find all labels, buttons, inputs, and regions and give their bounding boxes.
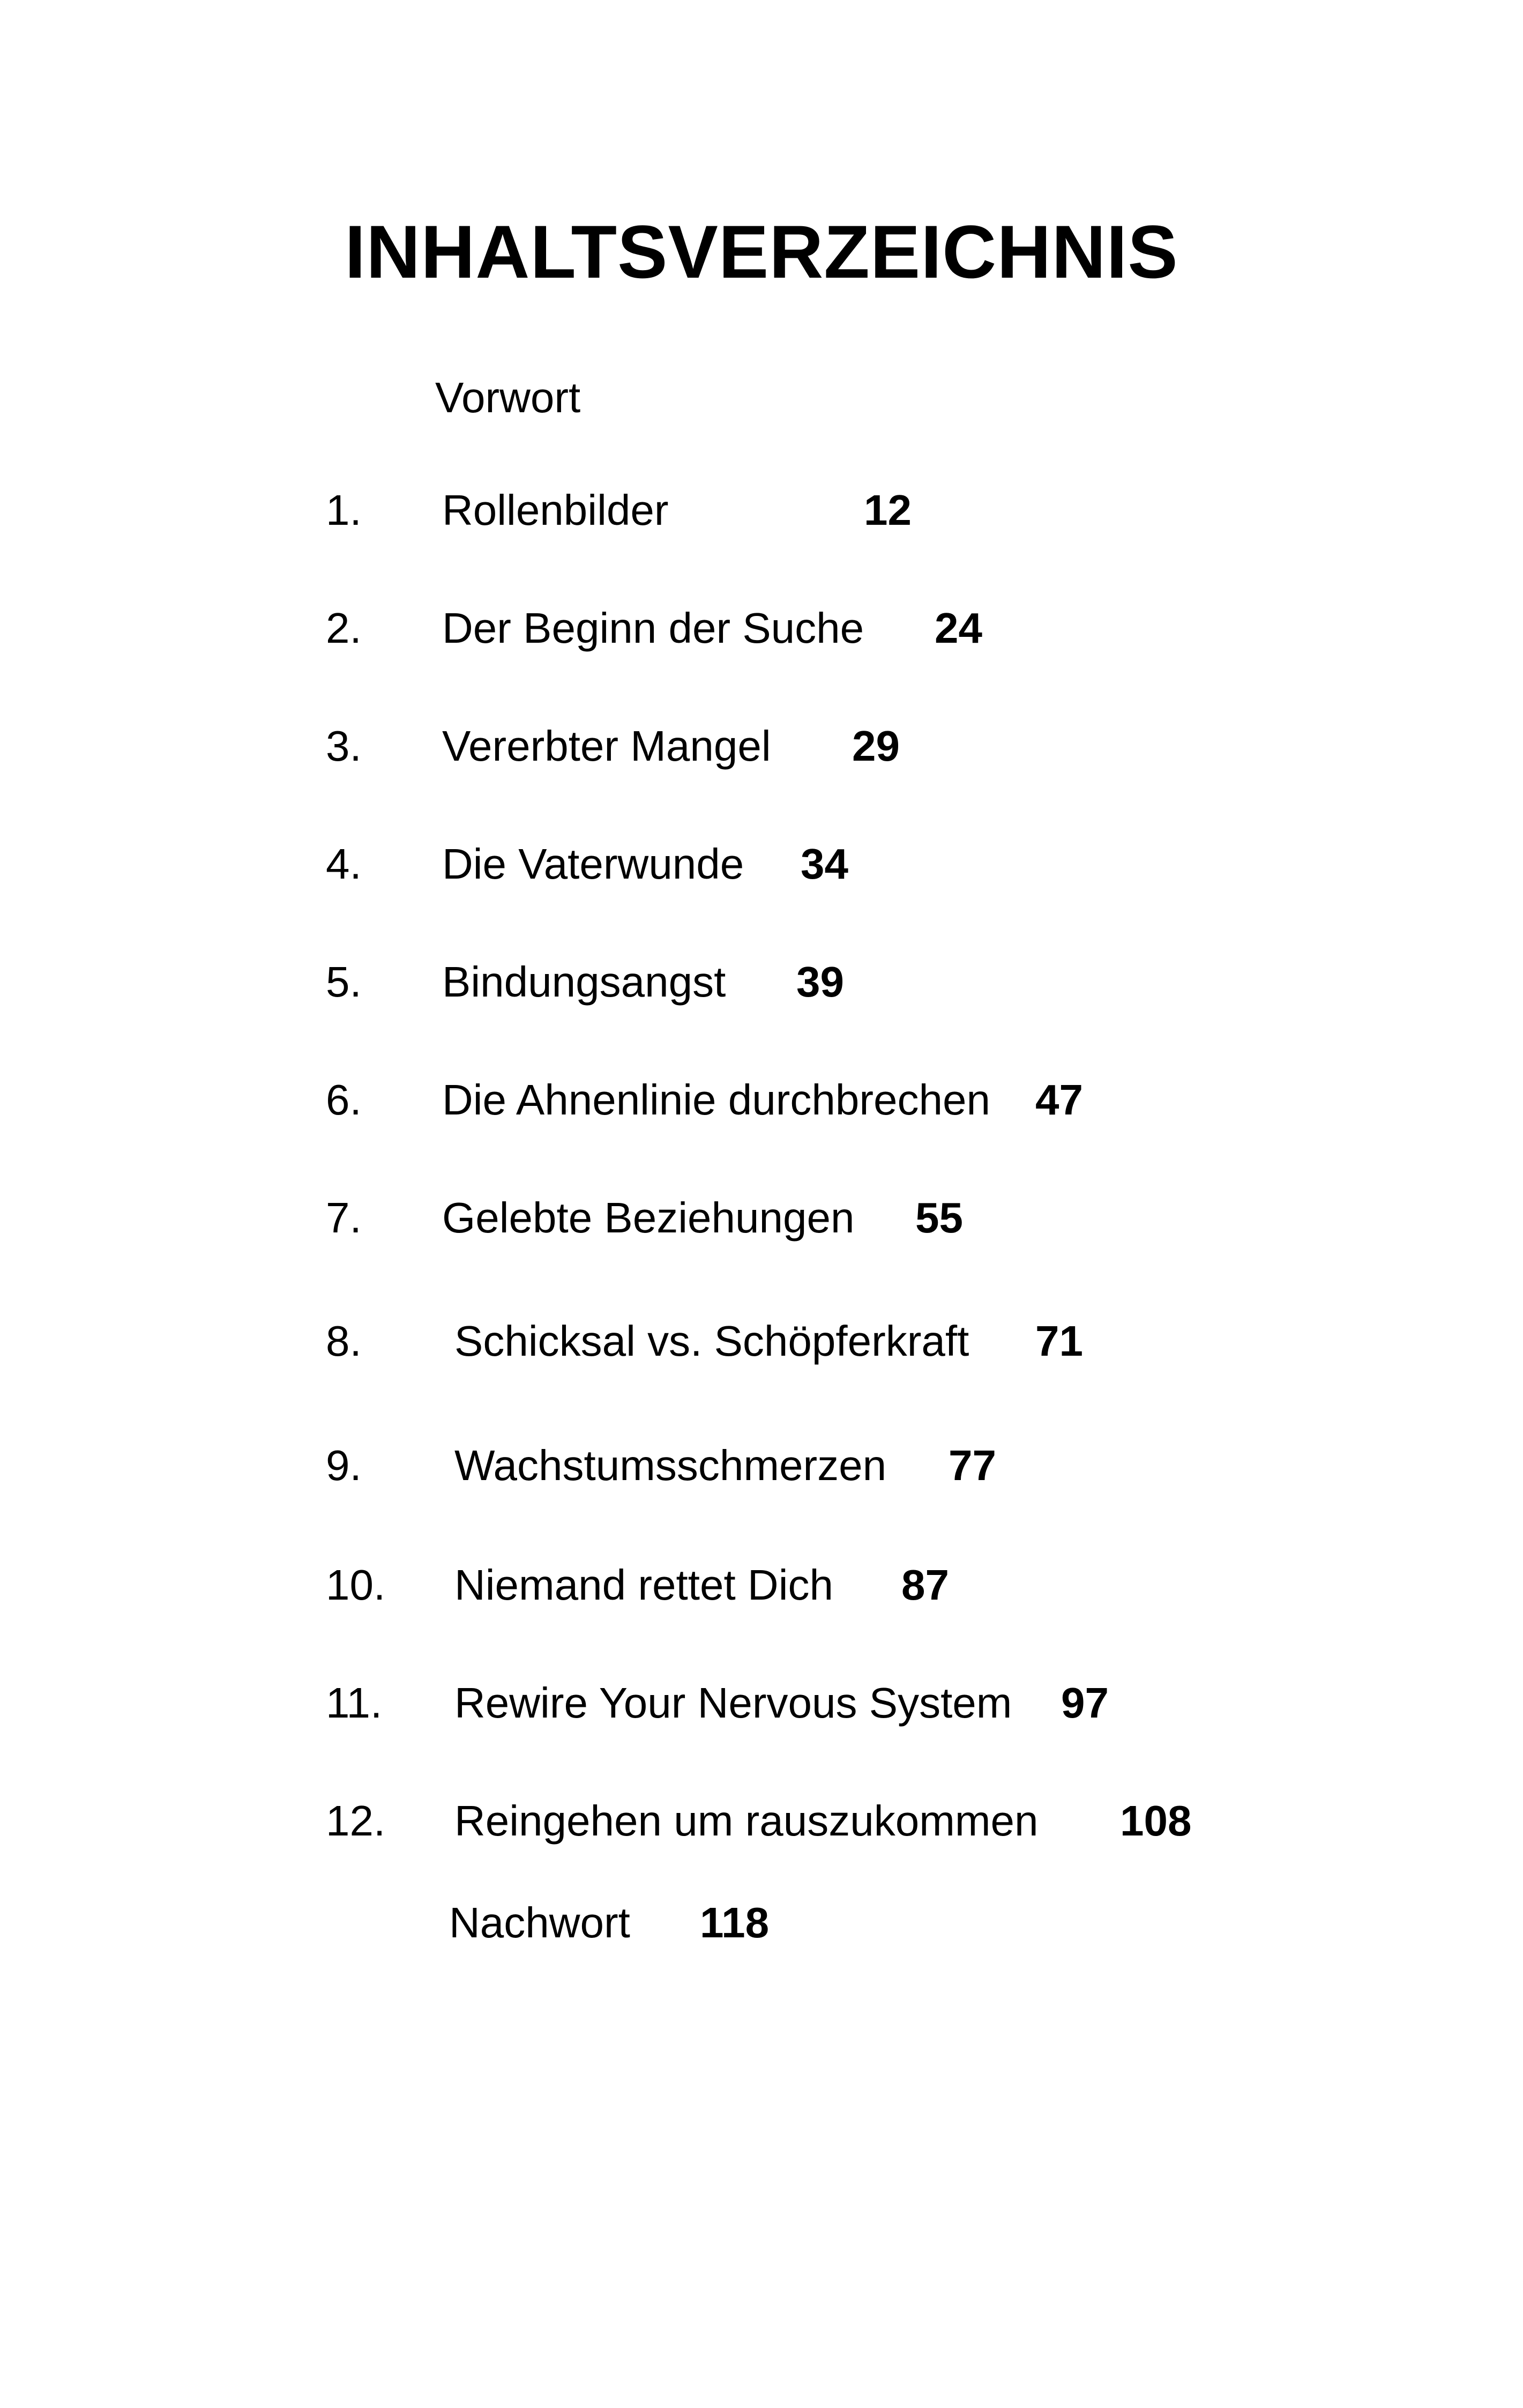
toc-entry-page: 97 — [1061, 1679, 1109, 1727]
toc-entry-6 — [0, 1071, 1523, 1129]
toc-entry-page: 29 — [852, 722, 900, 770]
toc-entry-label: Bindungsangst — [442, 958, 726, 1006]
toc-entry-9 — [0, 1436, 1523, 1495]
toc-entry-label: Vorwort — [435, 374, 581, 421]
toc-entry-label: Der Beginn der Suche — [442, 604, 864, 652]
toc-entry-page: 71 — [1035, 1317, 1083, 1365]
toc-entry-3 — [0, 717, 1523, 776]
toc-entry-4 — [0, 835, 1523, 894]
toc-entry-page: 108 — [1120, 1797, 1192, 1845]
toc-entry-8 — [0, 1312, 1523, 1371]
toc-entry-page: 77 — [949, 1441, 996, 1489]
toc-entry-page: 118 — [700, 1899, 770, 1946]
toc-entry-10 — [0, 1556, 1523, 1615]
toc-entry-number: 4. — [326, 840, 362, 888]
toc-entry-label: Gelebte Beziehungen — [442, 1194, 855, 1242]
toc-entry-page: 47 — [1035, 1076, 1083, 1124]
toc-entry-number: 6. — [326, 1076, 362, 1124]
toc-entry-number: 9. — [326, 1441, 362, 1489]
page-title: INHALTSVERZEICHNIS — [345, 210, 1178, 294]
toc-entry-label: Wachstumsschmerzen — [454, 1441, 887, 1489]
toc-entry-nachwort — [0, 1893, 1523, 1952]
toc-entry-page: 87 — [901, 1561, 949, 1609]
toc-entry-label: Die Vaterwunde — [442, 840, 744, 888]
toc-entry-7 — [0, 1188, 1523, 1247]
toc-entry-1 — [0, 481, 1523, 540]
toc-entry-number: 8. — [326, 1317, 362, 1365]
toc-entry-number: 7. — [326, 1194, 362, 1242]
toc-entry-number: 11. — [326, 1679, 383, 1727]
toc-entry-number: 3. — [326, 722, 362, 770]
toc-entry-label: Vererbter Mangel — [442, 722, 771, 770]
toc-entry-page: 12 — [864, 486, 912, 534]
toc-entry-label: Rollenbilder — [442, 486, 669, 534]
toc-entry-label: Die Ahnenlinie durchbrechen — [442, 1076, 990, 1124]
toc-entry-page: 34 — [801, 840, 848, 888]
toc-entry-label: Nachwort — [449, 1899, 630, 1946]
toc-entry-number: 1. — [326, 486, 362, 534]
toc-entry-11 — [0, 1674, 1523, 1733]
toc-entry-label: Reingehen um rauszukommen — [454, 1797, 1039, 1845]
toc-entry-number: 12. — [326, 1797, 386, 1845]
toc-entry-label: Schicksal vs. Schöpferkraft — [454, 1317, 969, 1365]
toc-entry-5 — [0, 953, 1523, 1012]
toc-entry-label: Niemand rettet Dich — [454, 1561, 833, 1609]
toc-entry-label: Rewire Your Nervous System — [454, 1679, 1012, 1727]
toc-entry-page: 55 — [915, 1194, 963, 1242]
toc-entry-page: 24 — [935, 604, 982, 652]
toc-entry-number: 10. — [326, 1561, 386, 1609]
toc-entry-12 — [0, 1792, 1523, 1850]
toc-entry-2 — [0, 599, 1523, 658]
toc-entry-number: 2. — [326, 604, 362, 652]
toc-entry-page: 39 — [796, 958, 844, 1006]
toc-entry-number: 5. — [326, 958, 362, 1006]
toc-entry-vorwort — [0, 368, 1523, 427]
